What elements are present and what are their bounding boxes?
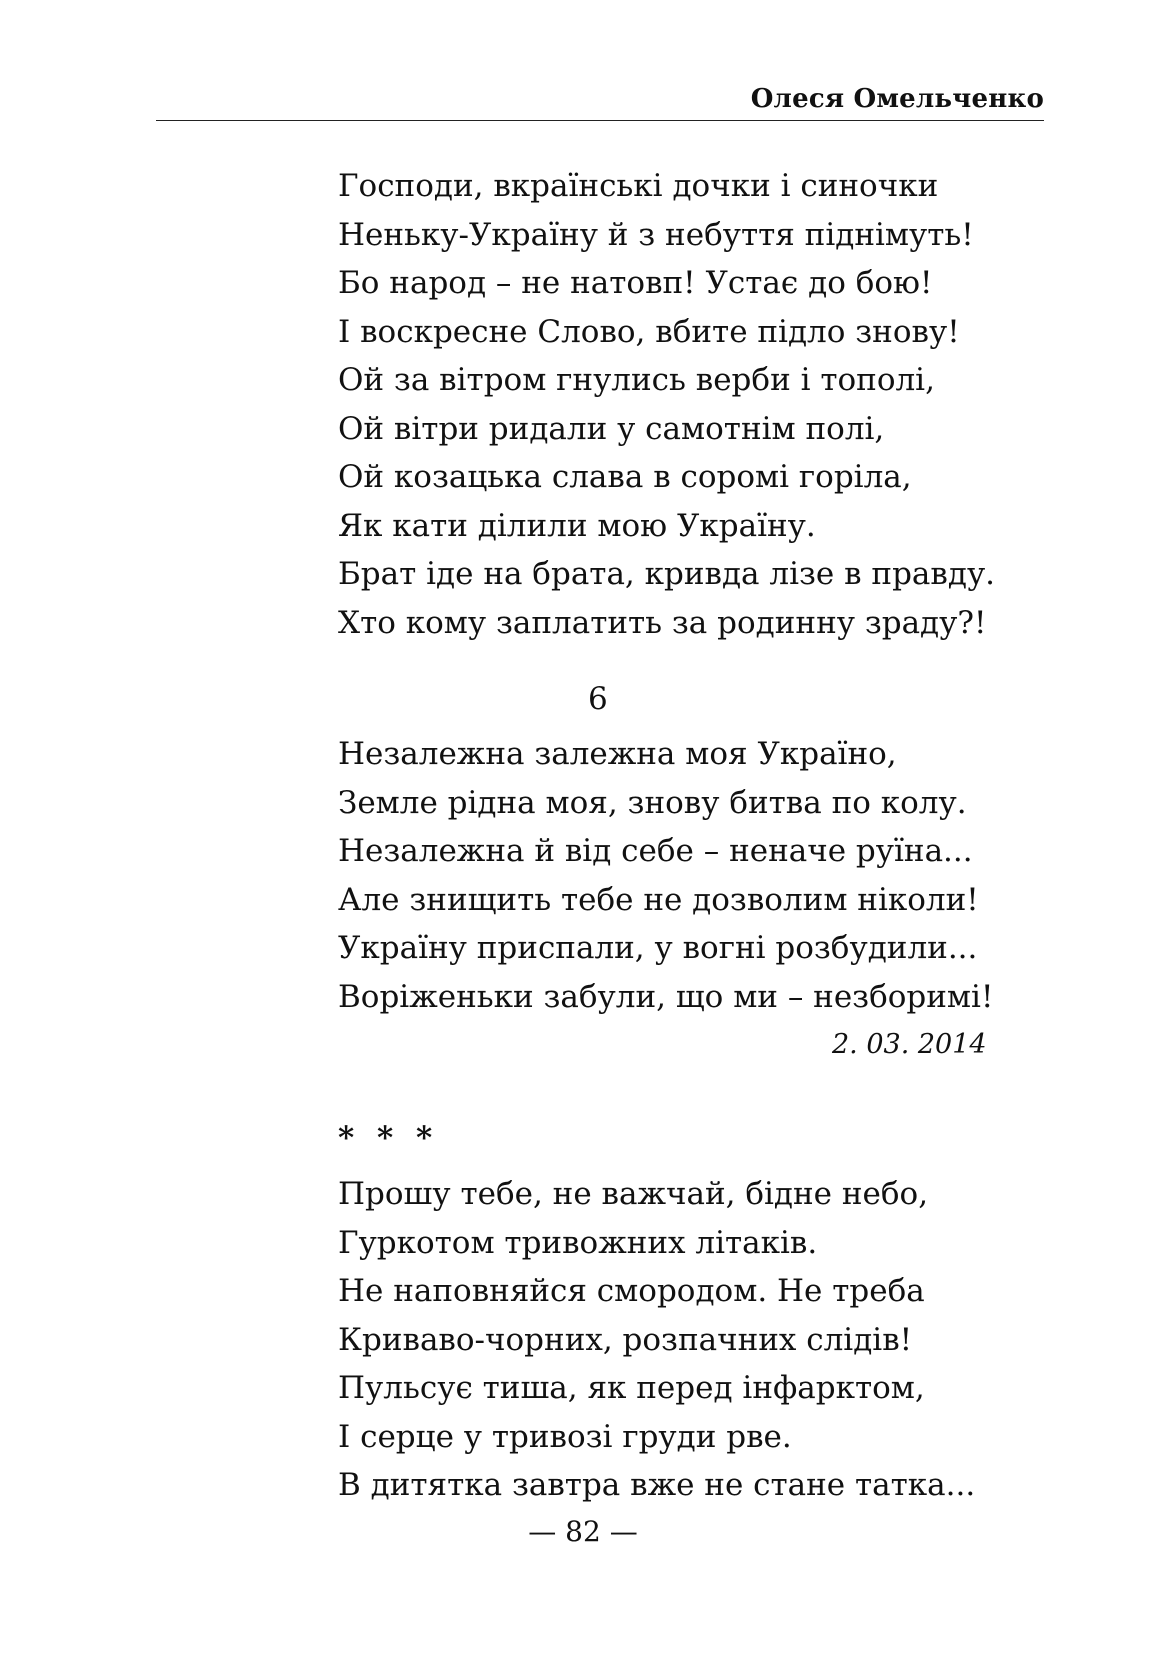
poem-line: Воріженьки забули, що ми – незборимі! (338, 978, 994, 1015)
asterism-separator: * * * (338, 1120, 439, 1156)
section-number: 6 (588, 681, 608, 717)
poem-date: 2. 03. 2014 (832, 1029, 987, 1060)
poem-line: Як кати ділили мою Україну. (338, 507, 816, 544)
poem-line: Неньку-Україну й з небуття піднімуть! (338, 216, 974, 253)
header-author: Олеся Омельченко (750, 84, 1044, 114)
poem-line: Ой вітри ридали у самотнім полі, (338, 410, 885, 447)
poem-line: Ой за вітром гнулись верби і тополі, (338, 362, 935, 398)
poem-line: Брат іде на брата, кривда лізе в правду. (338, 556, 996, 592)
poem-line: Криваво-чорних, розпачних слідів! (338, 1321, 913, 1358)
poem-line: Бо народ – не натовп! Устає до бою! (338, 265, 933, 301)
poem-line: Але знищить тебе не дозволим ніколи! (338, 881, 979, 918)
page-number: — 82 — (528, 1515, 638, 1548)
poem-stanza (338, 162, 995, 647)
poem-stanza (338, 730, 993, 1021)
poem-line: І серце у тривозі груди рве. (338, 1418, 792, 1455)
poem-line: Незалежна залежна моя Україно, (338, 736, 897, 772)
poem-line: Гуркотом тривожних літаків. (338, 1224, 818, 1261)
poem-line: Хто кому заплатить за родинну зраду?! (338, 604, 987, 641)
poem-line: Земле рідна моя, знову битва по колу. (338, 784, 967, 821)
poem-line: Незалежна й від себе – неначе руїна... (338, 833, 973, 869)
running-header (156, 84, 1044, 121)
poem-line: В дитятка завтра вже не стане татка... (338, 1467, 976, 1503)
poem-stanza (338, 1170, 975, 1510)
poem-line: І воскресне Слово, вбите підло знову! (338, 313, 960, 350)
poem-line: Пульсує тиша, як перед інфарктом, (338, 1370, 925, 1406)
poem-line: Не наповняйся смородом. Не треба (338, 1273, 925, 1309)
poem-line: Господи, вкраїнські дочки і синочки (338, 168, 939, 204)
poem-line: Прошу тебе, не важчай, бідне небо, (338, 1176, 929, 1212)
poem-line: Україну приспали, у вогні розбудили... (338, 930, 978, 966)
poem-line: Ой козацька слава в соромі горіла, (338, 459, 912, 495)
